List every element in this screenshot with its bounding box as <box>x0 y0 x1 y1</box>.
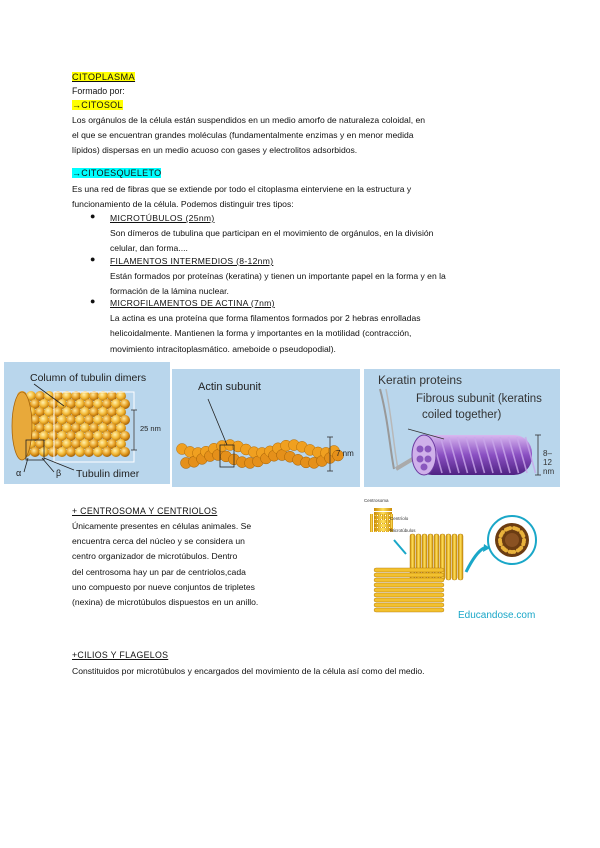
centrosoma-title: + CENTROSOMA Y CENTRIOLOS <box>72 506 218 516</box>
bullet-line: Son dímeros de tubulina que participan en el movimiento de orgánulos, en la división <box>110 228 434 239</box>
centrosoma-line: centro organizador de microtúbulos. Dentro <box>72 551 238 562</box>
actin-size-label: 7 nm <box>336 449 354 458</box>
centrosoma-line: del centrosoma hay un par de centriolos,cada <box>72 566 246 577</box>
bullet-dot-icon: ● <box>90 211 96 221</box>
citosol-line: lípidos) dispersas en un medio acuoso con gases y electrolitos adsorbidos. <box>72 145 358 156</box>
bullet-line: celular, dan forma.... <box>110 243 188 254</box>
microtubulos-label: Microtúbulos <box>390 528 416 533</box>
actin-figure <box>172 369 360 487</box>
bullet-item-filamentos <box>90 254 528 300</box>
centrosoma-line: (nexina) de microtúbulos dispuestos en un anillo. <box>72 597 259 608</box>
microtubule-size-label: 25 nm <box>140 424 161 433</box>
centrosome-figure <box>350 494 538 626</box>
centrosoma-line: Únicamente presentes en células animales. Se <box>72 521 252 531</box>
microtubule-figure <box>4 362 170 484</box>
actin-subunit-label: Actin subunit <box>198 381 261 393</box>
coiled-together-label: coiled together) <box>422 409 502 421</box>
bullet-item-microtubulos <box>90 211 528 257</box>
citoplasma-title: CITOPLASMA <box>72 72 136 82</box>
alpha-label: α <box>16 468 22 478</box>
bullet-dot-icon: ● <box>90 296 96 306</box>
educandose-logo: Educandose.com <box>458 610 536 621</box>
cilios-paragraph <box>72 664 532 679</box>
centriolo-label: Centríolo <box>390 516 409 521</box>
bullet-line: Están formados por proteínas (keratina) y tienen un importante papel en la forma y en la <box>110 271 446 282</box>
citosol-line: el que se encuentran grandes moléculas (fundamentalmente enzimas y en menor medida <box>72 130 414 141</box>
centrosoma-label: Centrosoma <box>364 498 389 503</box>
tubulin-dimer-label: Tubulin dimer <box>76 468 140 480</box>
centrosoma-paragraph <box>72 519 304 610</box>
cilios-title: +CILIOS Y FLAGELOS <box>72 650 169 660</box>
citosol-paragraph <box>72 113 528 159</box>
fibrous-subunit-label: Fibrous subunit (keratins <box>416 393 542 405</box>
bullet-dot-icon: ● <box>90 254 96 264</box>
centrosome-illustration <box>350 494 538 626</box>
citoesqueleto-title: →CITOESQUELETO <box>72 168 162 178</box>
bullet-line: La actina es una proteína que forma filamentos formados por 2 hebras enrolladas <box>110 313 421 324</box>
formado-por-label: Formado por: <box>72 86 125 96</box>
bullet-line: formación de la lámina nuclear. <box>110 286 229 297</box>
citosol-line: Los orgánulos de la célula están suspendidos en un medio amorfo de naturaleza coloidal, en <box>72 115 426 125</box>
centrosoma-line: uno compuesto por nueve conjuntos de tripletes <box>72 581 255 592</box>
bullet-title: MICROTÚBULOS (25nm) <box>110 213 215 223</box>
cilios-line: Constituidos por microtúbulos y encargados del movimiento de la célula así como del medio. <box>72 666 425 676</box>
bullet-line: movimiento intracitoplasmático. ameboide o pseudopodial). <box>110 343 336 354</box>
citoesqueleto-intro <box>72 182 528 212</box>
centrosoma-line: encuentra cerca del núcleo y se considera un <box>72 536 245 547</box>
keratin-size-label: 8–12 nm <box>543 449 555 476</box>
keratin-proteins-label: Keratin proteins <box>378 373 463 387</box>
citosol-title: →CITOSOL <box>72 100 123 110</box>
bullet-item-microfilamentos <box>90 296 528 357</box>
bullet-title: FILAMENTOS INTERMEDIOS (8-12nm) <box>110 256 274 266</box>
citoesqueleto-intro-line: Es una red de fibras que se extiende por todo el citoplasma einterviene en la estructura y <box>72 184 412 194</box>
column-tubulin-label: Column of tubulin dimers <box>30 372 147 384</box>
bullet-line: helicoidalmente. Mantienen la forma y importantes en la motilidad (contracción, <box>110 328 412 339</box>
keratin-figure <box>364 369 560 487</box>
citoesqueleto-intro-line: funcionamiento de la célula. Podemos distinguir tres tipos: <box>72 199 294 210</box>
beta-label: β <box>56 468 62 478</box>
bullet-title: MICROFILAMENTOS DE ACTINA (7nm) <box>110 298 275 308</box>
